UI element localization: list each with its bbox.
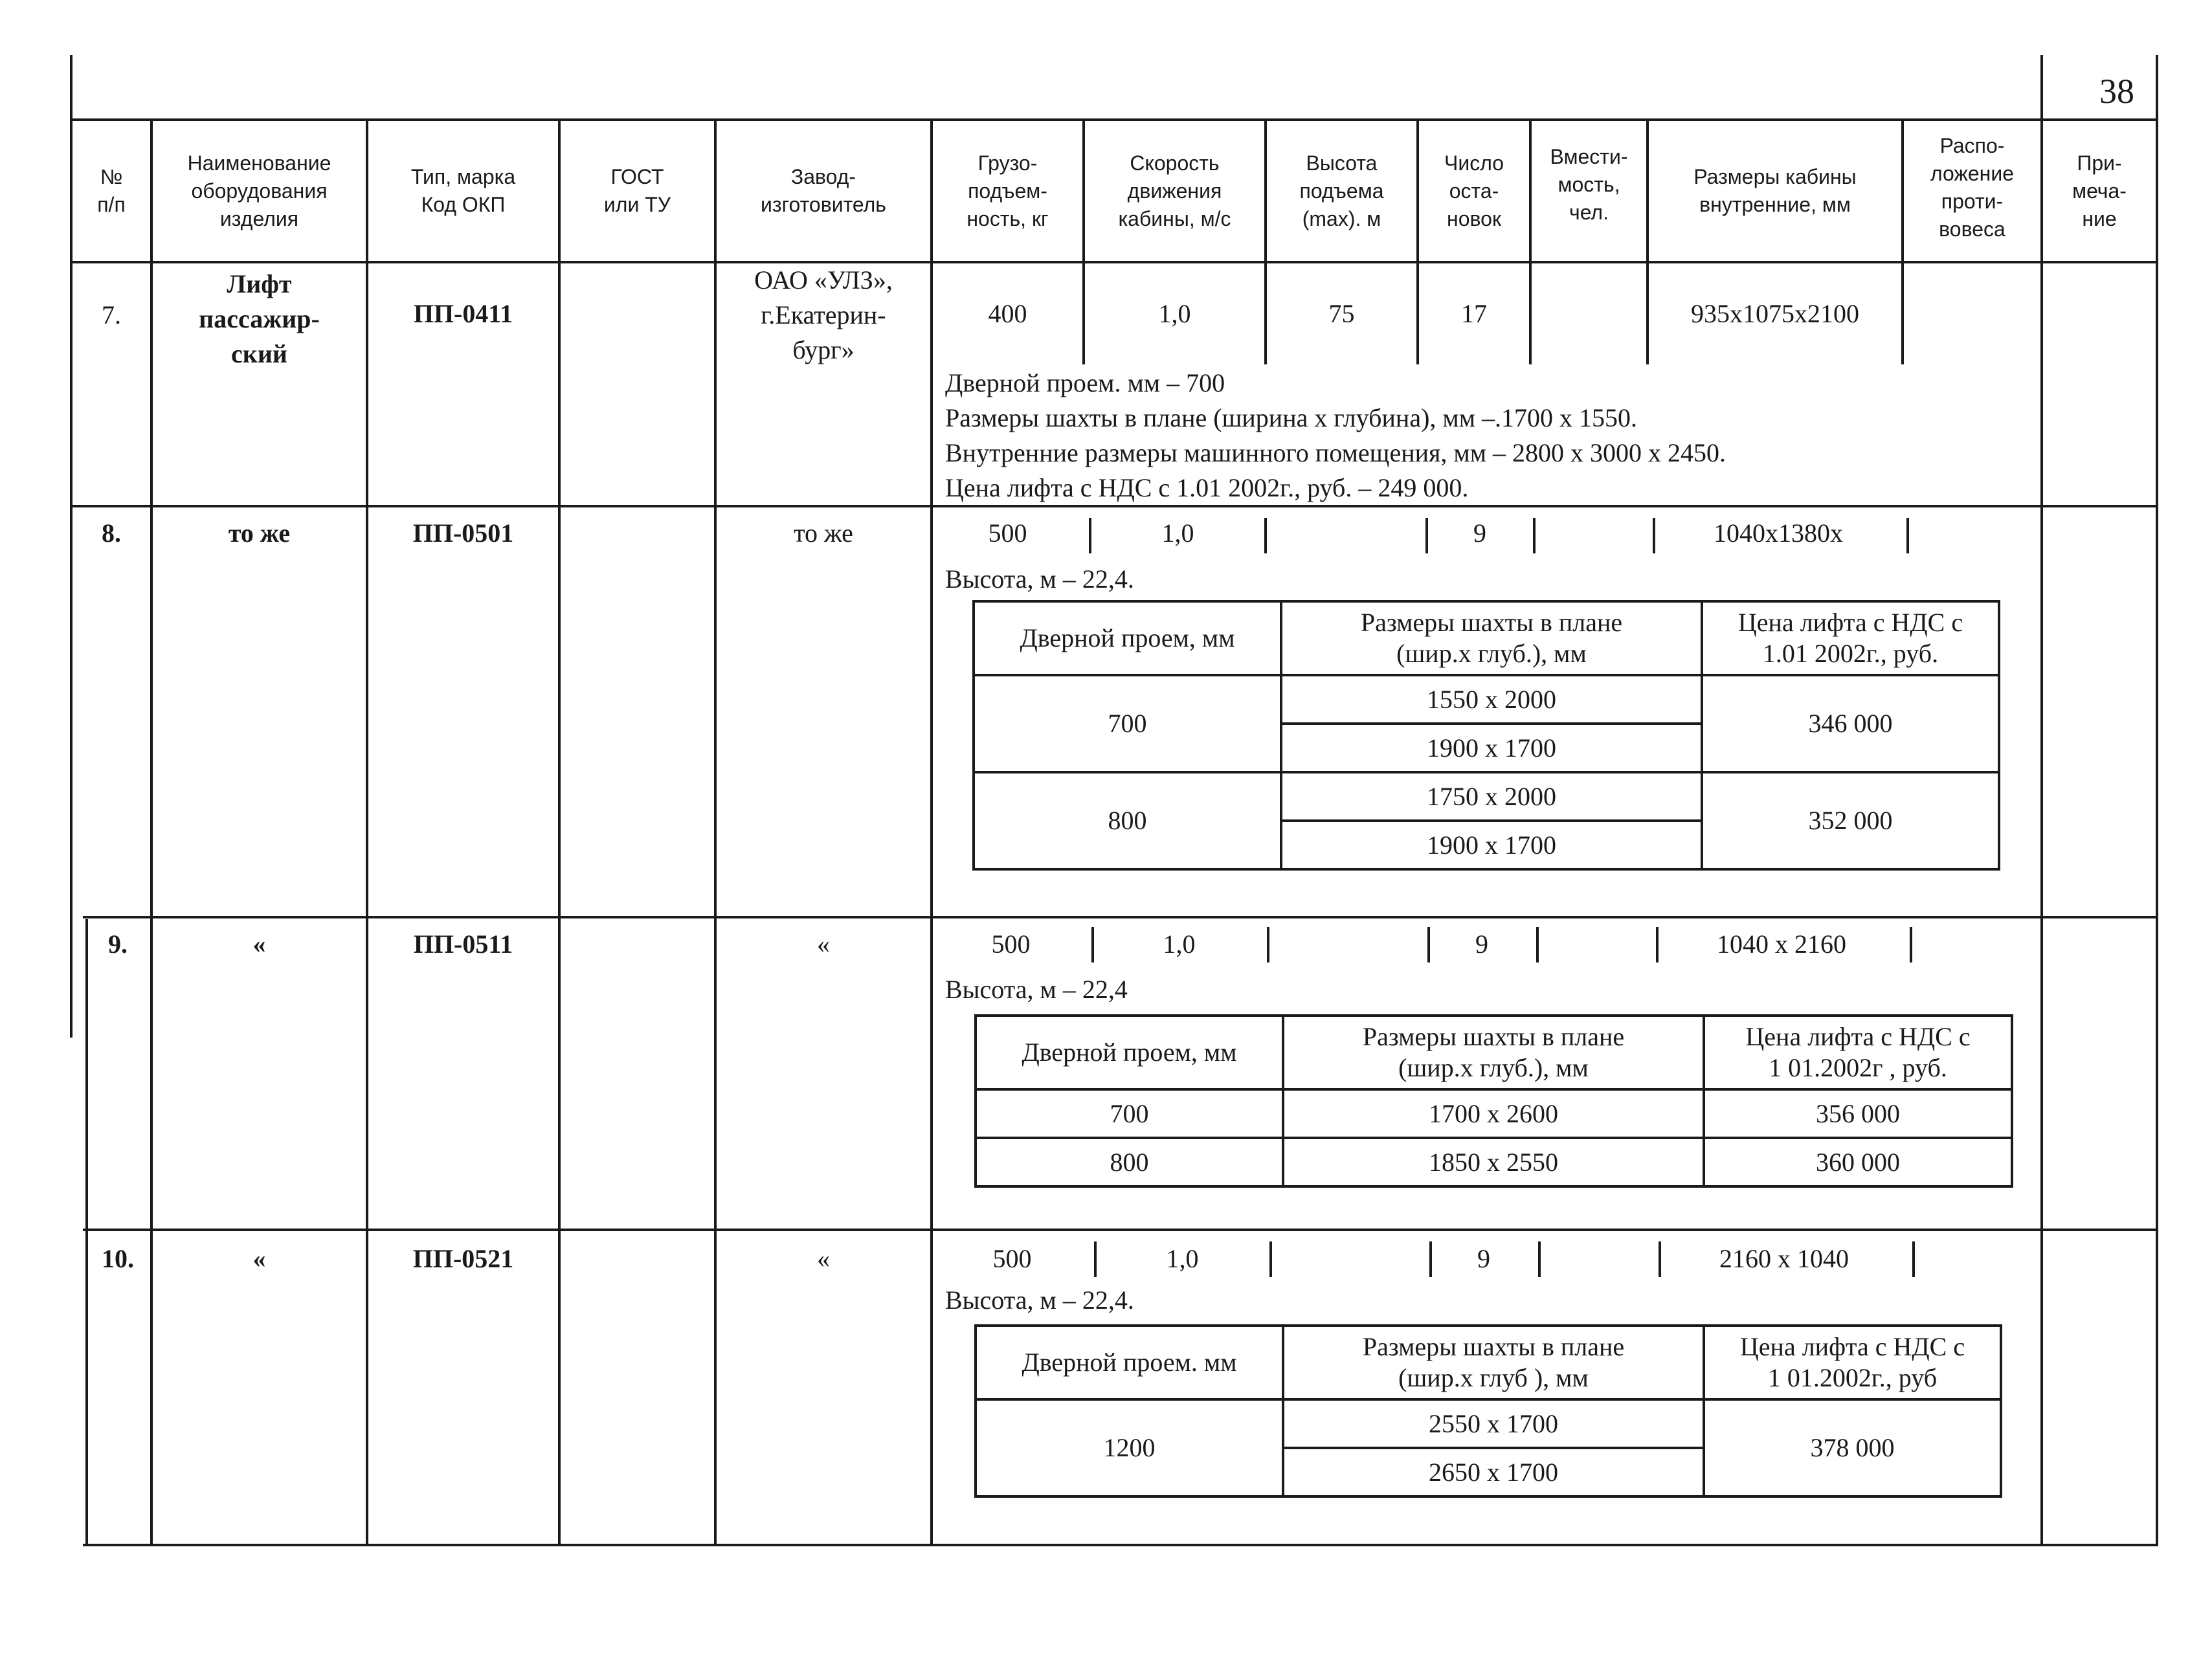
right-margin-line bbox=[2156, 55, 2158, 120]
column-line bbox=[366, 118, 368, 1546]
row8-name: то же bbox=[228, 518, 291, 548]
row8-separator bbox=[1264, 518, 1267, 553]
row8-door-700: 700 bbox=[974, 675, 1281, 772]
row10-height-note: Высота, м – 22,4. bbox=[945, 1285, 1134, 1315]
row9-shaft: 1700 х 2600 bbox=[1283, 1089, 1704, 1138]
row10-separator bbox=[1538, 1241, 1541, 1277]
header-remark: При- меча- ние bbox=[2072, 151, 2127, 230]
row8-sub-header-shaft: Размеры шахты в плане (шир.х глуб.), мм bbox=[1281, 601, 1702, 675]
row9-speed: 1,0 bbox=[1163, 929, 1196, 959]
row8-shaft: 1900 х 1700 bbox=[1281, 821, 1702, 869]
row8-load: 500 bbox=[988, 518, 1027, 548]
row7-num: 7. bbox=[102, 300, 121, 329]
column-line bbox=[2040, 55, 2043, 1546]
row9-sub-header-price: Цена лифта с НДС с 1 01.2002г , руб. bbox=[1704, 1016, 2012, 1089]
row9-num: 9. bbox=[108, 929, 128, 959]
header-load: Грузо- подъем- ность, кг bbox=[966, 151, 1049, 230]
header-cabin: Размеры кабины внутренние, мм bbox=[1693, 165, 1857, 216]
row8-shaft: 1750 х 2000 bbox=[1281, 772, 1702, 821]
row8-separator bbox=[1906, 518, 1909, 553]
row7-note-shaft: Размеры шахты в плане (ширина х глубина), мм –.1700 х 1550. bbox=[945, 403, 1638, 432]
header-speed: Скорость движения кабины, м/с bbox=[1118, 151, 1231, 230]
row9-price: 360 000 bbox=[1704, 1138, 2012, 1186]
row8-maker: то же bbox=[794, 518, 853, 548]
row7-type: ПП-0411 bbox=[413, 299, 513, 328]
row10-shaft: 2650 х 1700 bbox=[1283, 1448, 1704, 1496]
row9-shaft-table bbox=[974, 1014, 2013, 1188]
row8-speed: 1,0 bbox=[1161, 518, 1194, 548]
row8-bottom-border bbox=[83, 916, 2158, 918]
row9-sub-header-door: Дверной проем, мм bbox=[976, 1016, 1283, 1089]
row7-name: Лифт пассажир- ский bbox=[199, 269, 320, 368]
row9-shaft: 1850 х 2550 bbox=[1283, 1138, 1704, 1186]
row10-sub-header-door: Дверной проем. мм bbox=[976, 1326, 1283, 1399]
row10-shaft: 2550 х 1700 bbox=[1283, 1399, 1704, 1448]
row9-sub-header-shaft: Размеры шахты в плане (шир.х глуб.), мм bbox=[1283, 1016, 1704, 1089]
row7-cabin: 935x1075x2100 bbox=[1691, 299, 1859, 328]
row8-price: 346 000 bbox=[1702, 675, 1999, 772]
row8-type: ПП-0501 bbox=[412, 518, 514, 548]
row10-stops: 9 bbox=[1477, 1244, 1490, 1273]
row9-height-note: Высота, м – 22,4 bbox=[945, 975, 1128, 1004]
row10-speed: 1,0 bbox=[1166, 1244, 1199, 1273]
row10-separator bbox=[1912, 1241, 1915, 1277]
header-gost: ГОСТ или ТУ bbox=[603, 165, 671, 216]
row7-note-machine-room: Внутренние размеры машинного помещения, мм – 2800 х 3000 х 2450. bbox=[945, 438, 1726, 467]
header-maker: Завод- изготовитель bbox=[761, 165, 886, 216]
header-capacity: Вмести- мость, чел. bbox=[1550, 144, 1628, 224]
row10-cabin: 2160 х 1040 bbox=[1719, 1244, 1849, 1273]
row10-sub-header-price: Цена лифта с НДС с 1 01.2002г., руб bbox=[1704, 1326, 2001, 1399]
row10-shaft-table bbox=[974, 1324, 2002, 1498]
row9-type: ПП-0511 bbox=[413, 929, 513, 959]
row9-stops: 9 bbox=[1475, 929, 1488, 959]
row10-num: 10. bbox=[102, 1244, 134, 1273]
row10-name: « bbox=[252, 1244, 266, 1273]
column-line bbox=[85, 919, 88, 1546]
column-line bbox=[930, 118, 933, 1546]
row7-note-price: Цена лифта с НДС с 1.01 2002г., руб. – 249 000. bbox=[945, 473, 1469, 502]
row8-door-800: 800 bbox=[974, 772, 1281, 869]
row7-maker: ОАО «УЛЗ», г.Екатерин- бург» bbox=[754, 265, 893, 364]
row8-shaft-table bbox=[972, 600, 2000, 871]
row8-shaft: 1550 х 2000 bbox=[1281, 675, 1702, 724]
row9-name: « bbox=[252, 929, 266, 959]
row10-separator bbox=[1269, 1241, 1272, 1277]
row9-door-700: 700 bbox=[976, 1089, 1283, 1138]
row9-separator bbox=[1910, 927, 1912, 962]
row9-maker: « bbox=[817, 929, 830, 959]
row10-door-1200: 1200 bbox=[976, 1399, 1283, 1496]
row7-stops: 17 bbox=[1461, 299, 1487, 328]
row8-stops: 9 bbox=[1473, 518, 1486, 548]
row8-separator bbox=[1533, 518, 1536, 553]
row10-type: ПП-0521 bbox=[412, 1244, 514, 1273]
row10-load: 500 bbox=[992, 1244, 1032, 1273]
row9-load: 500 bbox=[991, 929, 1031, 959]
column-line bbox=[2156, 118, 2158, 1546]
header-name: Наименование оборудования изделия bbox=[187, 151, 331, 230]
row7-note-door: Дверной проем. мм – 700 bbox=[945, 368, 1225, 397]
row9-cabin: 1040 х 2160 bbox=[1717, 929, 1846, 959]
table-bottom-border bbox=[83, 1544, 2158, 1546]
row8-price: 352 000 bbox=[1702, 772, 1999, 869]
header-stops: Число оста- новок bbox=[1444, 151, 1504, 230]
column-line bbox=[558, 118, 561, 1546]
header-height: Высота подъема (max). м bbox=[1299, 151, 1384, 230]
row8-cabin: 1040x1380x bbox=[1714, 518, 1843, 548]
row8-num: 8. bbox=[102, 518, 121, 548]
row9-separator bbox=[1267, 927, 1269, 962]
row7-load: 400 bbox=[988, 299, 1027, 328]
row9-door-800: 800 bbox=[976, 1138, 1283, 1186]
row9-bottom-border bbox=[83, 1229, 2158, 1231]
row8-sub-header-door: Дверной проем, мм bbox=[974, 601, 1281, 675]
header-counterweight: Распо- ложение проти- вовеса bbox=[1930, 134, 2014, 241]
row8-sub-header-price: Цена лифта с НДС с 1.01 2002г., руб. bbox=[1702, 601, 1999, 675]
row9-separator bbox=[1536, 927, 1539, 962]
row10-sub-header-shaft: Размеры шахты в плане (шир.х глуб ), мм bbox=[1283, 1326, 1704, 1399]
row7-speed: 1,0 bbox=[1158, 299, 1191, 328]
row9-price: 356 000 bbox=[1704, 1089, 2012, 1138]
row10-price: 378 000 bbox=[1704, 1399, 2001, 1496]
row8-shaft: 1900 х 1700 bbox=[1281, 724, 1702, 772]
row8-height-note: Высота, м – 22,4. bbox=[945, 564, 1134, 594]
row7-height: 75 bbox=[1328, 299, 1355, 328]
header-type: Тип, марка Код ОКП bbox=[410, 165, 516, 216]
page-number: 38 bbox=[2099, 72, 2134, 111]
header-num: № п/п bbox=[97, 165, 126, 216]
left-margin-line bbox=[70, 55, 73, 120]
row10-maker: « bbox=[817, 1244, 830, 1273]
